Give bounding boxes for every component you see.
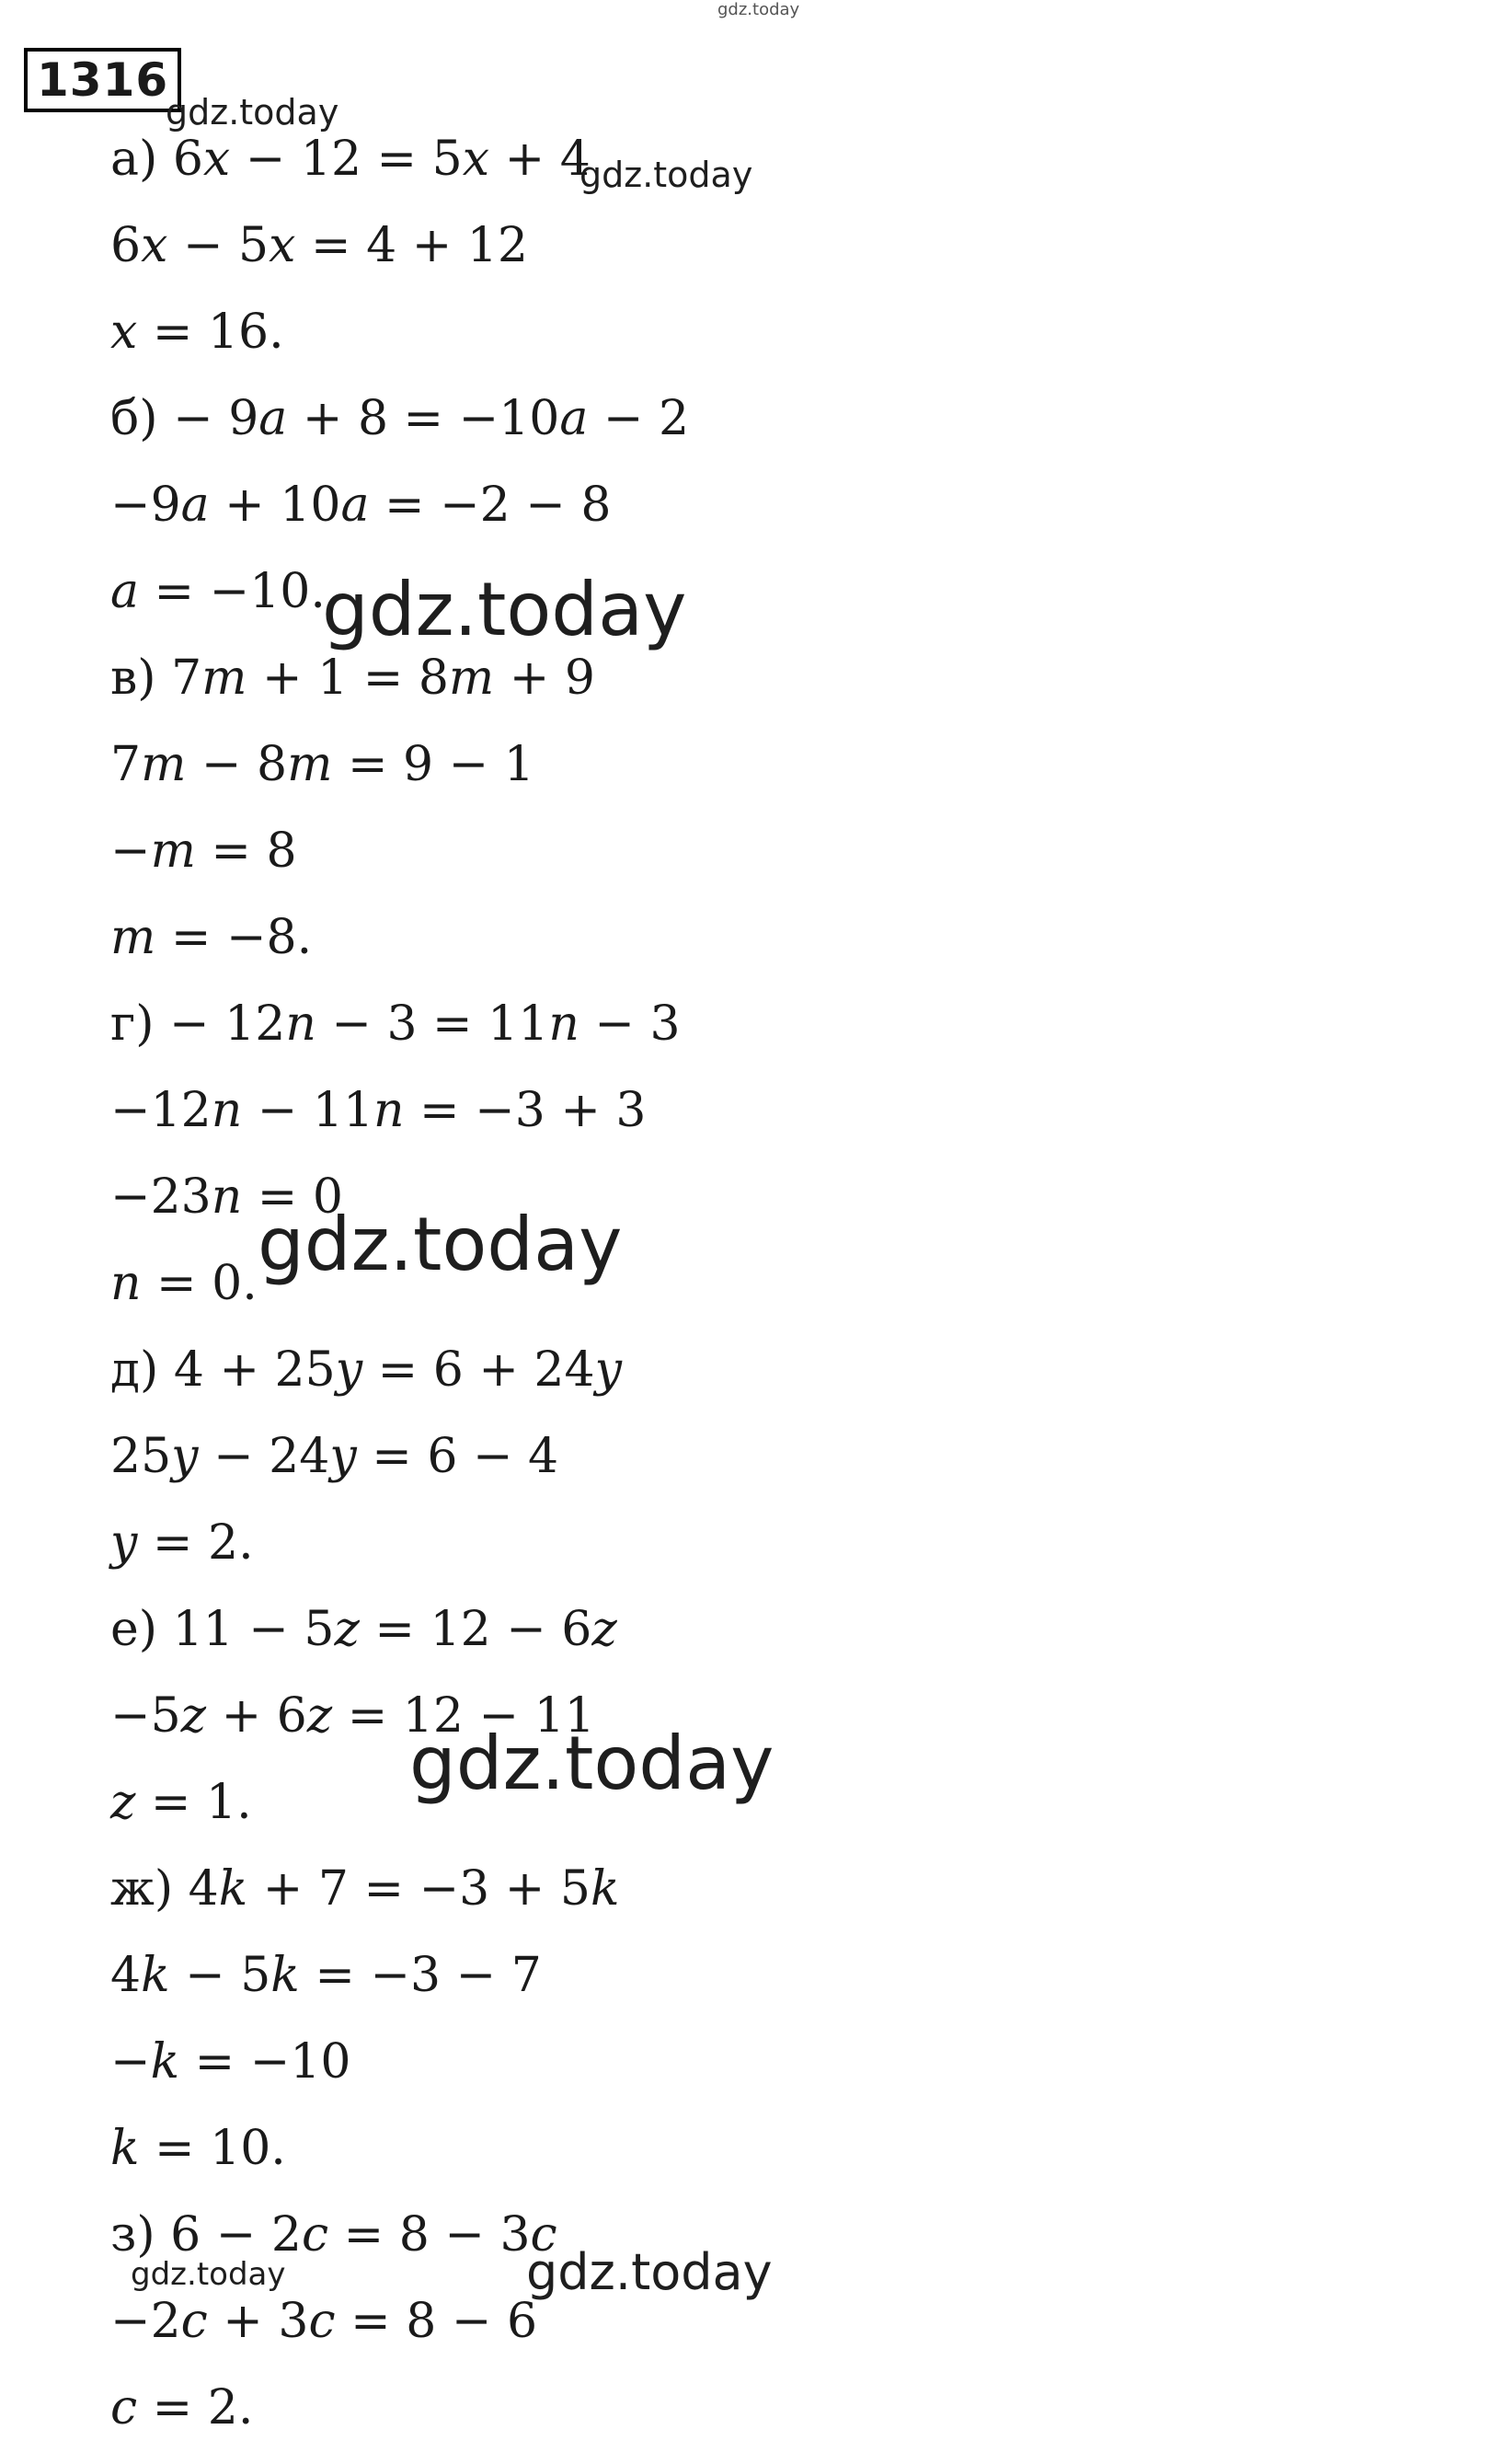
solution-line: 4𝑘 − 5𝑘 = −3 − 7 <box>110 1948 542 2003</box>
solution-line: −23𝑛 = 0 <box>110 1169 343 1225</box>
solution-line: б) − 9𝑎 + 8 = −10𝑎 − 2 <box>110 391 690 446</box>
solution-line: з) 6 − 2𝑐 = 8 − 3𝑐 <box>110 2207 557 2263</box>
solution-line: 𝑧 = 1. <box>110 1775 252 1830</box>
solution-line: в) 7𝑚 + 1 = 8𝑚 + 9 <box>110 651 595 706</box>
watermark: gdz.today <box>409 1721 774 1806</box>
solution-line: 7𝑚 − 8𝑚 = 9 − 1 <box>110 737 534 792</box>
solution-line: 𝑘 = 10. <box>110 2121 286 2176</box>
solution-line: −9𝑎 + 10𝑎 = −2 − 8 <box>110 478 612 533</box>
solution-line: 𝑎 = −10. <box>110 564 326 619</box>
solution-line: 𝑚 = −8. <box>110 910 313 965</box>
solution-line: 6𝑥 − 5𝑥 = 4 + 12 <box>110 218 528 273</box>
solution-line: 𝑦 = 2. <box>110 1515 254 1571</box>
solution-line: е) 11 − 5𝑧 = 12 − 6𝑧 <box>110 1602 617 1657</box>
watermark: gdz.today <box>579 155 753 195</box>
solution-line: −𝑘 = −10 <box>110 2034 351 2090</box>
solution-line: ж) 4𝑘 + 7 = −3 + 5𝑘 <box>110 1861 620 1917</box>
solution-line: д) 4 + 25𝑦 = 6 + 24𝑦 <box>110 1342 622 1398</box>
solution-line: −5𝑧 + 6𝑧 = 12 − 11 <box>110 1688 595 1744</box>
solution-lines <box>110 129 689 2464</box>
watermark: gdz.today <box>166 92 339 132</box>
solution-line: −𝑚 = 8 <box>110 823 297 879</box>
watermark: gdz.today <box>526 2243 773 2301</box>
watermark: gdz.today <box>717 0 800 19</box>
solution-line: 𝑥 = 16. <box>110 305 284 360</box>
solution-line: 𝑛 = 0. <box>110 1256 258 1311</box>
solution-line: −12𝑛 − 11𝑛 = −3 + 3 <box>110 1083 647 1138</box>
solution-line: −2𝑐 + 3𝑐 = 8 − 6 <box>110 2294 538 2349</box>
watermark: gdz.today <box>258 1202 623 1287</box>
solution-line: 25𝑦 − 24𝑦 = 6 − 4 <box>110 1429 559 1484</box>
solution-line: 𝑐 = 2. <box>110 2380 254 2435</box>
solution-line: г) − 12𝑛 − 3 = 11𝑛 − 3 <box>110 996 681 1052</box>
problem-number: 1316 <box>24 48 181 112</box>
watermark: gdz.today <box>131 2256 286 2293</box>
solution-line: а) 6𝑥 − 12 = 5𝑥 + 4 <box>110 132 591 187</box>
watermark: gdz.today <box>322 567 687 652</box>
